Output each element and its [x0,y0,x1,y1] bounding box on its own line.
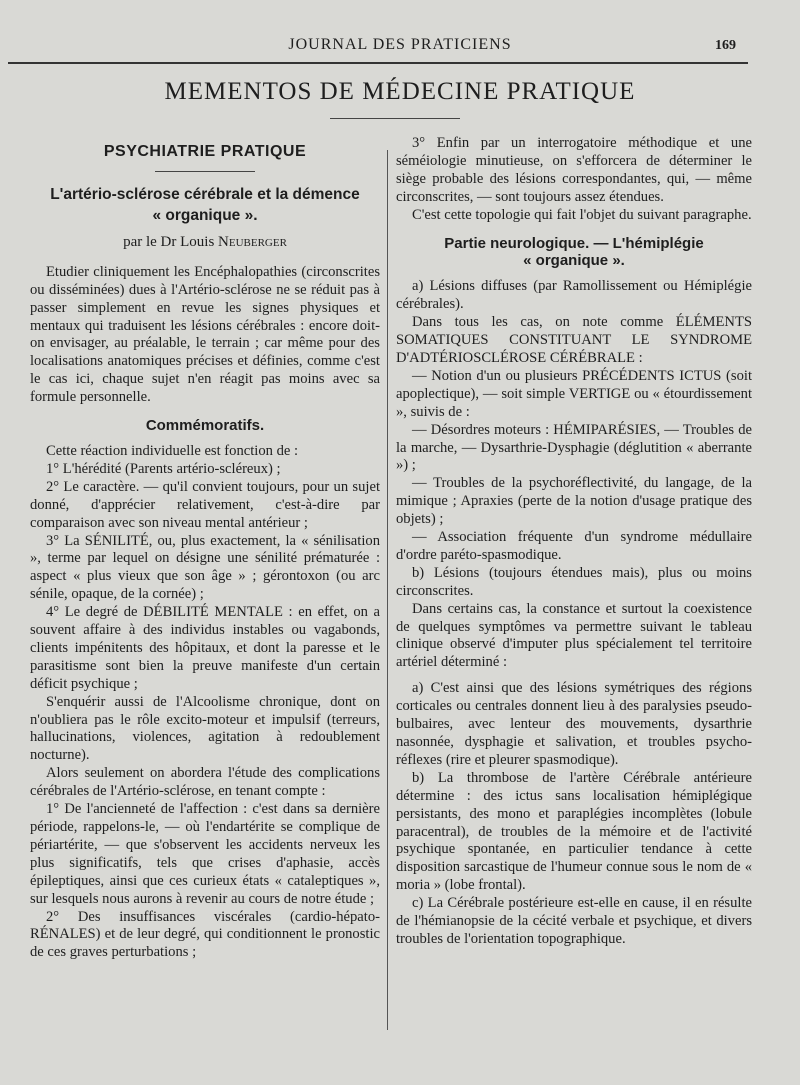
paragraph: Etudier cliniquement les Encéphalopathies (circonscrites ou disséminées) dues à l'Artério-sclérose ne se réduit pas à passer simplement en revue les signes physiques et mentaux qui traduisent les lésions cérébrales : encore doit-on envisager, au préalable, le terrain ; car même pour des localisations anatomiques précises et définies, comme c'est le cas ici, chaque sujet n'en réagit pas moins avec sa formule personnelle. [30,263,380,406]
subhead-line-1: Partie neurologique. — L'hémiplégie [444,234,704,252]
title-rule [330,118,460,119]
paragraph: C'est cette topologie qui fait l'objet du suivant paragraphe. [412,206,752,223]
paragraph: 1° L'hérédité (Parents artério-scléreux) ; [46,460,281,477]
paragraph: b) La thrombose de l'artère Cérébrale antérieure détermine : des ictus sans localisation hémiplégique persistants, des mono et paraplégies incomplètes (lobule paracentral), de troubles de la mémoire et de l'activité psychique spontanée, en particulier tendance à cette disposition sarcastique de l'humeur connue sous le nom de « moria » (lobe frontal). [396,769,752,894]
paragraph: Alors seulement on abordera l'étude des complications cérébrales de l'Artério-sclérose, en tenant compte : [30,765,380,800]
paragraph: — Association fréquente d'un syndrome médullaire d'ordre paréto-spasmodique. [396,529,752,563]
article-title [30,184,380,226]
main-title: MEMENTOS DE MÉDECINE PRATIQUE [164,78,636,105]
paragraph: Cette réaction individuelle est fonction de : [46,442,299,459]
header-rule [8,62,748,64]
paragraph: Dans tous les cas, on note comme ÉLÉMENTS SOMATIQUES CONSTITUANT LE SYNDROME D'ADTÉRIOSCLÉROSE CÉRÉBRALE : [396,314,752,366]
intro-paragraphs [30,264,380,407]
paragraph: 3° Enfin par un interrogatoire méthodique et une séméiologie minutieuse, on s'efforcera de déterminer le siège probable des lésions correspondantes, qui, — même circonscrites, — sont toujours assez étendues. [396,135,752,205]
neurologique-paragraphs [396,278,752,672]
section-title: PSYCHIATRIE PRATIQUE [103,143,307,160]
paragraph: Dans certains cas, la constance et surtout la coexistence de quelques symptômes va permettre suivant le tableau clinique observé d'imputer plus spécialement tel territoire artériel déterminé : [396,600,752,671]
spacer [396,672,752,680]
paragraph: 2° Le caractère. — qu'il convient toujours, pour un sujet donné, d'apprécier relativement, c'est-à-dire par comparaison avec son niveau mental antérieur ; [30,478,380,531]
paragraph: S'enquérir aussi de l'Alcoolisme chronique, dont on n'oubliera pas le rôle excito-moteur et impulsif (terreurs, hallucinations, violences, agitation à redoublement nocturne). [30,693,380,764]
paragraph: b) Lésions (toujours étendues mais), plus ou moins circonscrites. [396,564,752,599]
journal-title: JOURNAL DES PRATICIENS [288,36,512,53]
byline-prefix: par le Dr Louis [123,233,215,250]
paragraph: — Troubles de la psychoréflectivité, du langage, de la mimique ; Apraxies (perte de la notion d'usage pratique des objets) ; [396,475,752,528]
left-column [30,135,380,962]
right-column [396,135,752,949]
article-title-line-2: « organique ». [152,206,258,224]
paragraph: a) Lésions diffuses (par Ramollissement ou Hémiplégie cérébrales). [396,278,752,313]
paragraph: c) La Cérébrale postérieure est-elle en cause, il en résulte de l'hémianopsie de la cécité verbale et psychique, et divers troubles de l'orientation topographique. [396,895,752,947]
author-name: Neuberger [218,233,287,250]
paragraph: 1° De l'ancienneté de l'affection : c'est dans sa dernière période, rappelons-le, — où l'endartérite se complique de périartérite, — que s'observent les accidents nerveux les plus significatifs, tels que crises d'aphasie, accès épileptiques, ainsi que ces curieux états « cataleptiques », sur lesquels nous aurons à revenir au cours de notre étude ; [30,801,380,907]
paragraph: 3° La SÉNILITÉ, ou, plus exactement, la « sénilisation », terme par lequel on désigne une sénilité prématurée : aspect « plus vieux que son âge » ; gérontoxon (ou arc sénile, opaque, de la cornée) ; [30,532,380,603]
subhead-commemoratifs: Commémoratifs. [145,417,265,435]
paragraph: 4° Le degré de DÉBILITÉ MENTALE : en effet, on a souvent affaire à des individus instables ou vagabonds, clients impénitents des hôpitaux, et dont la paresse et le parasitisme sont bien la preuve manifeste d'un certain déficit psychique ; [30,604,380,692]
subhead-neurologique [396,235,752,271]
byline [30,234,380,252]
territoires-paragraphs [396,680,752,949]
paragraph: — Désordres moteurs : HÉMIPARÉSIES, — Troubles de la marche, — Dysarthrie-Dysphagie (déglutition « aberrante ») ; [396,421,752,474]
column-divider [387,150,388,1030]
page-number: 169 [715,38,736,53]
commemoratifs-paragraphs [30,443,380,962]
paragraph: a) C'est ainsi que des lésions symétriques des régions corticales ou centrales donnent lieu à des paralysies pseudo-bulbaires, avec lenteur des mouvements, dysarthrie nasonnée, dysphagie et salivation, et troubles psycho-réflexes (rire et pleurer spasmodique). [396,680,752,768]
running-head [0,36,800,62]
section-rule [155,171,255,172]
subhead-line-2: « organique ». [523,252,625,270]
paragraph: 2° Des insuffisances viscérales (cardio-hépato-RÉNALES) et de leur degré, qui conditionnent le pronostic de ces graves perturbations ; [30,908,380,961]
article-title-line-1: L'artério-sclérose cérébrale et la démence [50,185,360,203]
paragraph: — Notion d'un ou plusieurs PRÉCÉDENTS ICTUS (soit apoplectique), — soit simple VERTIGE ou « étourdissement », suivis de : [396,367,752,420]
